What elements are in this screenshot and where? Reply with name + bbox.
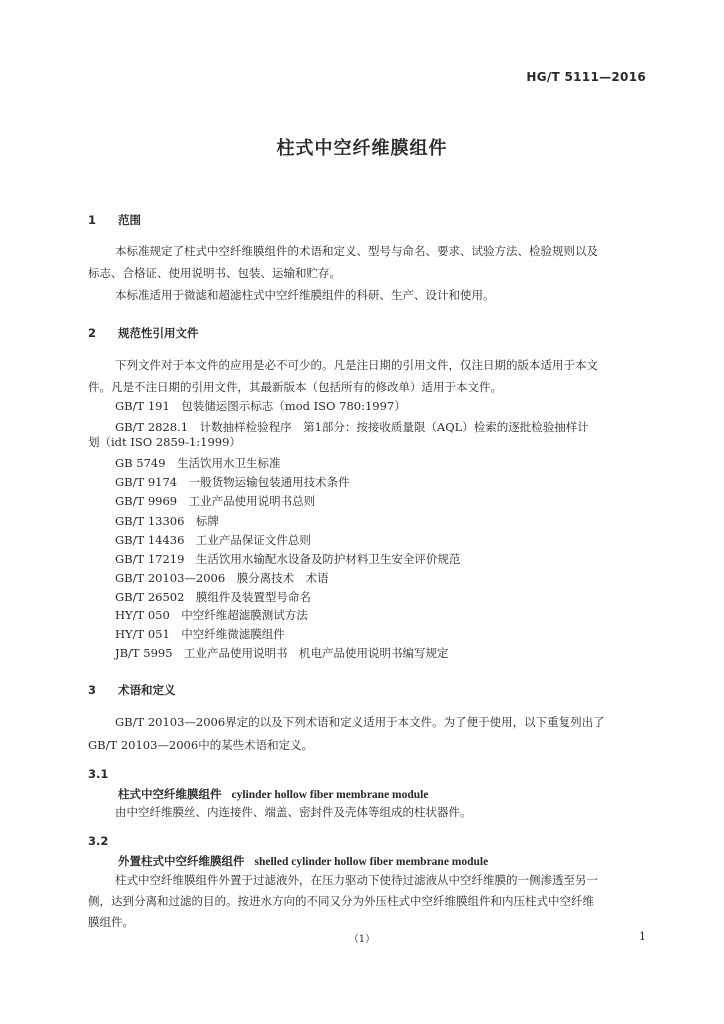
term-chinese: 柱式中空纤维膜组件 xyxy=(118,787,222,801)
definition-line: 侧，达到分离和过滤的目的。按进水方向的不同又分为外压柱式中空纤维膜组件和内压柱式中空纤维 xyxy=(88,894,594,908)
paragraph-line: GB/T 20103—2006中的某些术语和定义。 xyxy=(88,738,314,752)
reference-item: GB/T 20103—2006 膜分离技术 术语 xyxy=(115,571,329,585)
section-title: 范围 xyxy=(118,213,141,227)
reference-item: GB/T 9174 一般货物运输包装通用技术条件 xyxy=(115,475,350,489)
page-number: 1 xyxy=(639,930,646,943)
section-3-heading xyxy=(88,682,176,698)
paragraph-line: GB/T 20103—2006界定的以及下列术语和定义适用于本文件。为了便于使用，以下重复列出了 xyxy=(115,715,605,729)
subsection-number: 3.1 xyxy=(88,767,109,781)
footer-mark: （1） xyxy=(348,934,376,945)
term-english: cylinder hollow fiber membrane module xyxy=(231,789,429,801)
definition-line: 柱式中空纤维膜组件外置于过滤液外，在压力驱动下使待过滤液从中空纤维膜的一侧渗透至另一 xyxy=(115,873,598,887)
reference-item: GB/T 2828.1 计数抽样检验程序 第1部分：按接收质量限（AQL）检索的逐批检验抽样计 xyxy=(115,420,589,434)
reference-item: 划（idt ISO 2859-1:1999） xyxy=(88,435,241,449)
paragraph-line: 下列文件对于本文件的应用是必不可少的。凡是注日期的引用文件，仅注日期的版本适用于本文 xyxy=(115,358,598,372)
document-title: 柱式中空纤维膜组件 xyxy=(276,138,448,159)
term-english: shelled cylinder hollow fiber membrane module xyxy=(254,856,489,868)
term-entry xyxy=(118,786,428,802)
section-title: 规范性引用文件 xyxy=(118,326,199,340)
reference-item: GB/T 9969 工业产品使用说明书总则 xyxy=(115,494,316,508)
definition-line: 由中空纤维膜丝、内连接件、端盖、密封件及壳体等组成的柱状器件。 xyxy=(115,805,472,819)
reference-item: HY/T 050 中空纤维超滤膜测试方法 xyxy=(115,608,308,622)
section-1-heading xyxy=(88,212,141,228)
reference-item: GB/T 26502 膜组件及装置型号命名 xyxy=(115,590,311,604)
definition-line: 膜组件。 xyxy=(88,915,134,929)
paragraph-line: 本标准适用于微滤和超滤柱式中空纤维膜组件的科研、生产、设计和使用。 xyxy=(115,288,495,302)
term-entry xyxy=(118,853,488,869)
reference-item: GB/T 191 包装储运图示标志（mod ISO 780:1997） xyxy=(115,399,406,413)
paragraph-line: 件。凡是不注日期的引用文件，其最新版本（包括所有的修改单）适用于本文件。 xyxy=(88,380,502,394)
section-2-heading xyxy=(88,325,199,341)
reference-item: GB/T 17219 生活饮用水输配水设备及防护材料卫生安全评价规范 xyxy=(115,552,461,566)
reference-item: GB 5749 生活饮用水卫生标准 xyxy=(115,456,281,470)
reference-item: JB/T 5995 工业产品使用说明书 机电产品使用说明书编写规定 xyxy=(115,646,449,660)
paragraph-line: 标志、合格证、使用说明书、包装、运输和贮存。 xyxy=(88,266,341,280)
term-chinese: 外置柱式中空纤维膜组件 xyxy=(118,854,245,868)
paragraph-line: 本标准规定了柱式中空纤维膜组件的术语和定义、型号与命名、要求、试验方法、检验规则以及 xyxy=(115,244,598,258)
reference-item: GB/T 14436 工业产品保证文件总则 xyxy=(115,533,311,547)
reference-item: HY/T 051 中空纤维微滤膜组件 xyxy=(115,627,285,641)
standard-number: HG/T 5111—2016 xyxy=(526,70,646,84)
subsection-number: 3.2 xyxy=(88,834,109,848)
section-number: 1 xyxy=(88,213,97,227)
reference-item: GB/T 13306 标牌 xyxy=(115,514,219,528)
section-title: 术语和定义 xyxy=(118,683,176,697)
section-number: 2 xyxy=(88,326,97,340)
section-number: 3 xyxy=(88,683,97,697)
